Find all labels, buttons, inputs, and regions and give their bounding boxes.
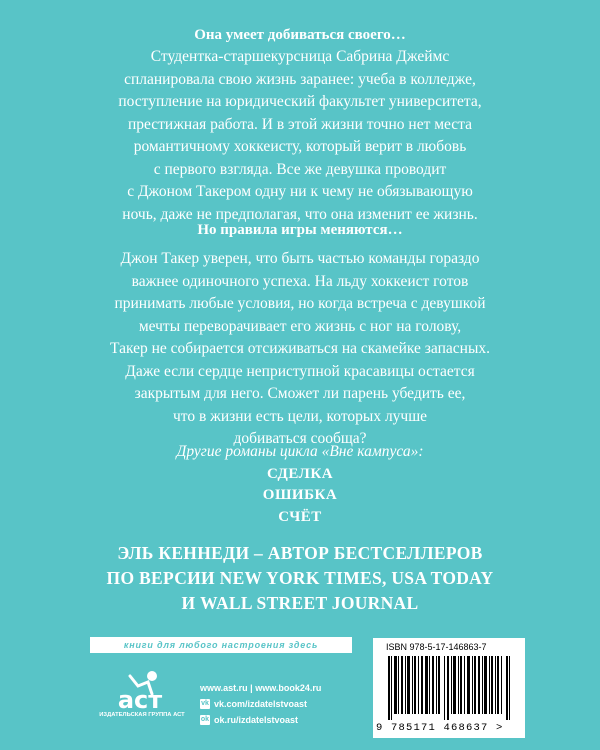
- vk-link-row[interactable]: [200, 696, 321, 712]
- barcode-digits: 9 785171 468637 >: [376, 722, 504, 734]
- section2-paragraph: [90, 248, 510, 451]
- barcode-icon: [388, 656, 512, 720]
- publisher-caption: ИЗДАТЕЛЬСКАЯ ГРУППА АСТ: [99, 712, 185, 718]
- book-title-oshibka: ОШИБКА: [262, 487, 338, 503]
- author-bestseller-line-1: ЭЛЬ КЕННЕДИ – АВТОР БЕСТСЕЛЛЕРОВ: [117, 543, 483, 563]
- isbn-text: ISBN 978-5-17-146863-7: [386, 642, 487, 652]
- ok-link[interactable]: ok.ru/izdatelstvoast: [214, 715, 299, 725]
- author-bestseller-line-3: И WALL STREET JOURNAL: [181, 593, 419, 613]
- websites-link[interactable]: www.ast.ru | www.book24.ru: [200, 683, 322, 693]
- book-title-sdelka: СДЕЛКА: [266, 466, 334, 482]
- paragraph-line: добиваться сообща?: [233, 430, 367, 447]
- paragraph-line: мечты переворачивает его жизнь с ног на голову,: [138, 317, 462, 335]
- paragraph-line: важнее одиночного успеха. На льду хоккеист готов: [131, 272, 469, 290]
- publisher-links: [200, 680, 321, 728]
- paragraph-line: престижная работа. И в этой жизни точно нет места: [127, 115, 473, 133]
- paragraph-line: Даже если сердце неприступной красавицы остается: [125, 362, 475, 380]
- ast-logo-icon: [100, 668, 180, 730]
- paragraph-line: что в жизни есть цели, которых лучше: [172, 407, 428, 425]
- paragraph-line: ночь, даже не предполагая, что она изменит ее жизнь.: [122, 205, 478, 223]
- vk-link[interactable]: vk.com/izdatelstvoast: [214, 699, 308, 709]
- section1-paragraph: [90, 46, 510, 226]
- ok-icon: ok: [200, 716, 210, 723]
- paragraph-line: Такер не собирается отсиживаться на скамейке запасных.: [109, 340, 490, 357]
- section1-heading: Она умеет добиваться своего…: [194, 27, 406, 43]
- paragraph-line: поступление на юридический факультет университета,: [118, 93, 482, 110]
- paragraph-line: романтичному хоккеисту, который верит в любовь: [133, 138, 467, 155]
- publisher-tagline: книги для любого настроения здесь: [90, 637, 352, 653]
- paragraph-line: Джон Такер уверен, что быть частью команды гораздо: [120, 250, 480, 267]
- section2-heading: Но правила игры меняются…: [197, 222, 403, 238]
- author-bestseller-line-2: ПО ВЕРСИИ NEW YORK TIMES, USA TODAY: [106, 568, 494, 588]
- paragraph-line: спланировала свою жизнь заранее: учеба в колледже,: [124, 70, 476, 88]
- vk-icon: vk: [201, 700, 209, 707]
- ok-link-row[interactable]: [200, 712, 321, 728]
- paragraph-line: с Джоном Такером одну ни к чему не обязывающую: [127, 183, 473, 200]
- book-title-schet: СЧЁТ: [278, 509, 322, 525]
- paragraph-line: закрытым для него. Сможет ли парень убедить ее,: [134, 385, 466, 402]
- other-books-label: Другие романы цикла «Вне кампуса»:: [176, 443, 424, 460]
- paragraph-line: Студентка-старшекурсница Сабрина Джеймс: [150, 48, 450, 65]
- paragraph-line: принимать любые условия, но когда встреча с девушкой: [114, 295, 486, 312]
- paragraph-line: с первого взгляда. Все же девушка проводит: [153, 160, 447, 178]
- svg-text:aст: aст: [117, 686, 163, 714]
